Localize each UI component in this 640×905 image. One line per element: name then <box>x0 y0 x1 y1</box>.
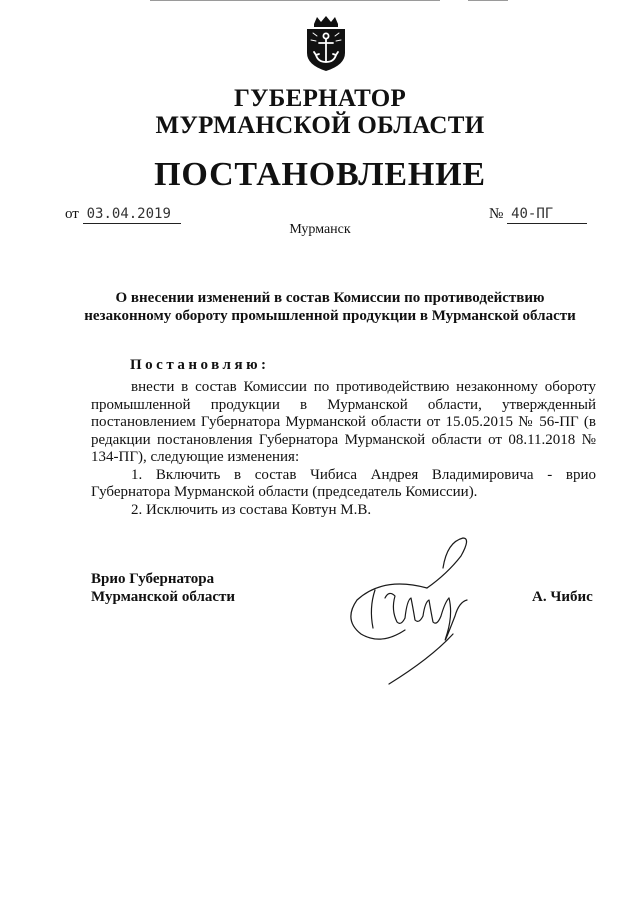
coat-of-arms-icon <box>305 15 347 72</box>
scan-artifact-top-right <box>468 0 508 1</box>
date-prefix: от <box>65 206 79 222</box>
signer-position-line2: Мурманской области <box>91 589 236 605</box>
authority-title-line1: ГУБЕРНАТОР <box>233 85 407 112</box>
handwritten-signature-icon <box>335 530 500 690</box>
document-date: 03.04.2019 <box>83 205 181 224</box>
document-type-heading: ПОСТАНОВЛЕНИЕ <box>154 156 486 193</box>
preamble-heading: Постановляю: <box>130 357 270 373</box>
body-intro-paragraph: внести в состав Комиссии по противодействию незаконному обороту промышленной продукции в Мурманской области, утвержденный постановлением Губернатора Мурманской области от 15.05.2015 № 56-ПГ (в редакции постановления Губернатора Мурманской области от 08.11.2018 № 134-ПГ), следующие изменения: <box>91 379 596 465</box>
signer-position <box>91 570 235 606</box>
signer-name: А. Чибис <box>532 589 593 605</box>
scan-artifact-top <box>150 0 440 1</box>
number-prefix: № <box>489 206 504 222</box>
document-body <box>91 379 596 519</box>
authority-title-line2: МУРМАНСКОЙ ОБЛАСТИ <box>155 112 485 139</box>
body-item-2: 2. Исключить из состава Ковтун М.В. <box>131 501 372 518</box>
body-item-1: 1. Включить в состав Чибиса Андрея Владимировича - врио Губернатора Мурманской области (председатель Комиссии). <box>91 466 596 500</box>
document-title: О внесении изменений в состав Комиссии по противодействию незаконному обороту промышленной продукции в Мурманской области <box>84 290 576 324</box>
signer-position-line1: Врио Губернатора <box>91 571 215 587</box>
document-city: Мурманск <box>289 222 351 237</box>
document-number: 40-ПГ <box>507 205 587 224</box>
